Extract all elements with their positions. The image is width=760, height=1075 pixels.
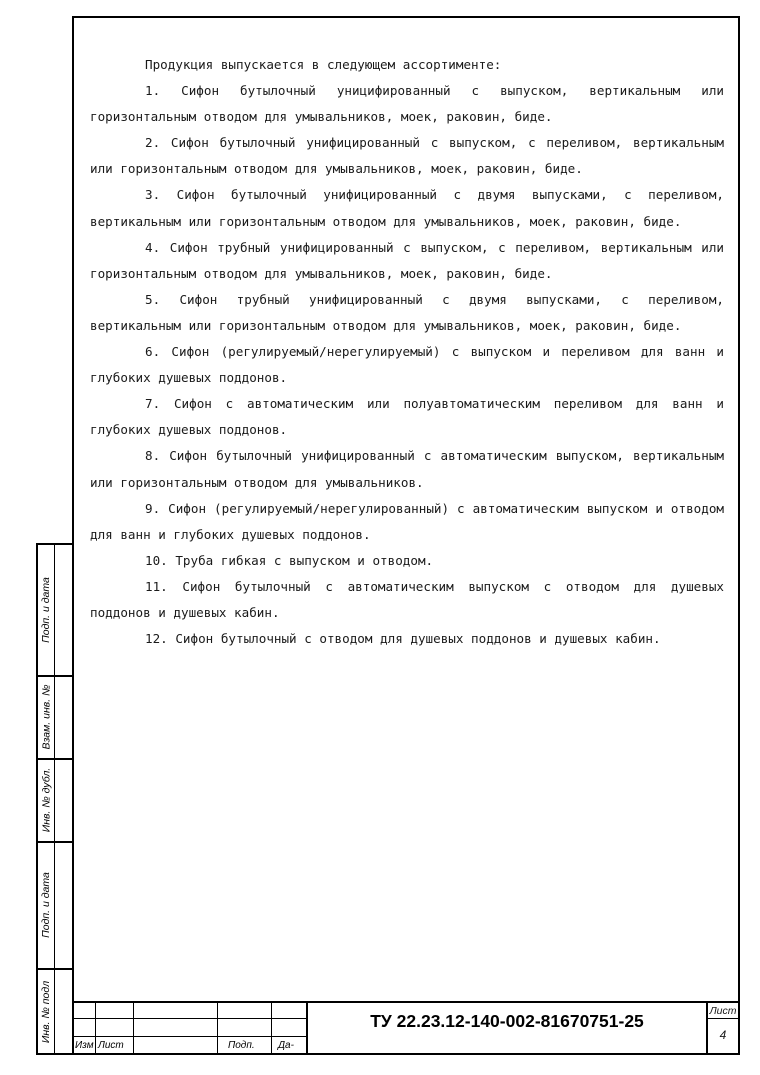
intro-paragraph: Продукция выпускается в следующем ассортименте:: [145, 57, 502, 72]
title-block: [72, 1001, 740, 1055]
document-code: ТУ 22.23.12-140-002-81670751-25: [370, 1011, 644, 1031]
podp-caption: Подп.: [228, 1040, 255, 1051]
list-item: 2. Сифон бутылочный унифицированный с выпуском, с переливом, вертикальным или горизонтальным отводом для умывальников, моек, раковин, биде.: [90, 135, 724, 177]
list-item: 4. Сифон трубный унифицированный с выпуском, с переливом, вертикальным или горизонтальным отводом для умывальников, моек, раковин, биде.: [90, 239, 724, 281]
side-stamp-cell: [38, 841, 54, 968]
list-item: 6. Сифон (регулируемый/нерегулируемый) с выпуском и переливом для ванн и глубоких душевых поддонов.: [90, 344, 724, 386]
list-item: 12. Сифон бутылочный с отводом для душевых поддонов и душевых кабин.: [145, 631, 661, 647]
side-stamp-cell: [38, 675, 54, 758]
list-item: 10. Труба гибкая с выпуском и отводом.: [145, 552, 434, 568]
sheet-label: Лист: [709, 1005, 737, 1017]
document-body: [90, 52, 724, 652]
list-item: 8. Сифон бутылочный унифицированный с автоматическим выпуском, вертикальным или горизонтальным отводом для умывальников.: [90, 448, 724, 490]
izm-caption: Изм: [75, 1040, 94, 1051]
podp-i-data-label: Подп. и дата: [40, 577, 53, 643]
side-stamp-cell: [38, 968, 54, 1055]
sheet-number: 4: [719, 1028, 727, 1042]
list-item: 7. Сифон с автоматическим или полуавтоматическим переливом для ванн и глубоких душевых поддонов.: [90, 396, 724, 438]
side-stamp-cell: [38, 545, 54, 675]
list-item: 1. Сифон бутылочный уницифированный с выпуском, вертикальным или горизонтальным отводом для умывальников, моек, раковин, биде.: [90, 83, 724, 125]
podp-i-data-label: Подп. и дата: [40, 871, 53, 938]
list-item: 5. Сифон трубный унифицированный с двумя выпусками, с переливом, вертикальным или горизонтальным отводом для умывальников, моек, раковин, биде.: [90, 291, 724, 333]
list-caption: Лист: [98, 1040, 124, 1051]
data-caption: Да-: [278, 1040, 294, 1051]
vzam-inv-label: Взам. инв. №: [40, 684, 53, 749]
list-item: 9. Сифон (регулируемый/нерегулированный) с автоматическим выпуском и отводом для ванн и глубоких душевых поддонов.: [90, 500, 724, 542]
list-item: 3. Сифон бутылочный унифицированный с двумя выпусками, с переливом, вертикальным или горизонтальным отводом для умывальников, моек, раковин, биде.: [90, 187, 724, 229]
list-item: 11. Сифон бутылочный с автоматическим выпуском с отводом для душевых поддонов и душевых кабин.: [90, 578, 724, 620]
inv-podl-label: Инв. № подл: [40, 980, 52, 1043]
side-stamp: [36, 543, 72, 1055]
inv-dubl-label: Инв. № дубл.: [40, 767, 53, 832]
side-stamp-cell: [38, 758, 54, 841]
